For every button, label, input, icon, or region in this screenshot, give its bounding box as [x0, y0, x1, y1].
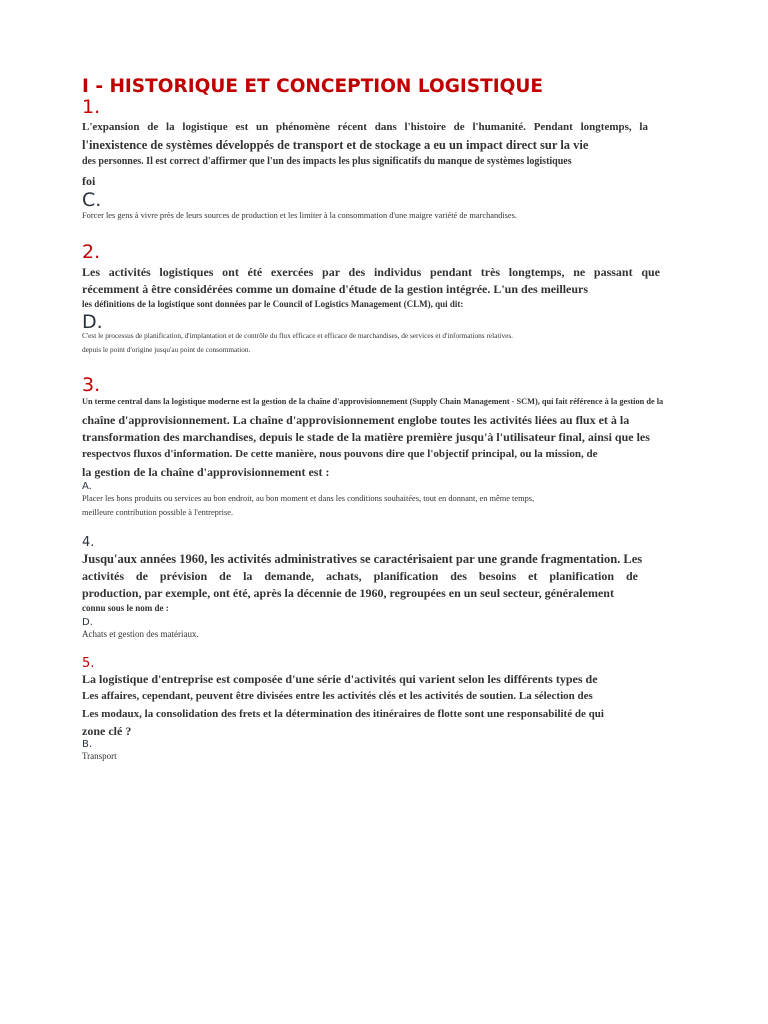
answer-letter: D.	[82, 617, 93, 628]
answer-letter: B.	[82, 739, 93, 750]
answer-text-line: Placer les bons produits ou services au bon endroit, au bon moment et dans les conditions souhaitées, tout en donnant, en même temps,	[82, 494, 535, 503]
question-number: 1.	[82, 96, 101, 118]
question-text-line: Un terme central dans la logistique moderne est la gestion de la chaîne d'approvisionnement (Supply Chain Management - SCM), qui fait référence à la gestion de la	[82, 397, 664, 406]
question-text-line: chaîne d'approvisionnement. La chaîne d'approvisionnement englobe toutes les activités liées au flux et à la	[82, 413, 630, 427]
question-1	[82, 98, 758, 223]
question-text-line: des personnes. Il est correct d'affirmer que l'un des impacts les plus significatifs du manque de systèmes logistiques	[82, 156, 572, 167]
question-text-line: Les affaires, cependant, peuvent être divisées entre les activités clés et les activités de soutien. La sélection des	[82, 690, 593, 702]
question-number: 4.	[82, 535, 95, 550]
answer-text-line: meilleure contribution possible à l'entreprise.	[82, 508, 234, 517]
question-text-line: Jusqu'aux années 1960, les activités administratives se caractérisaient par une grande fragmentation. Les	[82, 552, 643, 566]
question-text-line: zone clé ?	[82, 724, 132, 738]
answer-text-line: depuis le point d'origine jusqu'au point de consommation.	[82, 345, 251, 354]
question-text-line: transformation des marchandises, depuis le stade de la matière première jusqu'à l'utilisateur final, ainsi que les	[82, 430, 650, 444]
question-number: 5.	[82, 656, 95, 671]
question-text-line: l'inexistence de systèmes développés de transport et de stockage a eu un impact direct sur la vie	[82, 138, 589, 152]
answer-text-line: C'est le processus de planification, d'implantation et de contrôle du flux efficace et efficace de marchandises, de services et d'informations relatives.	[82, 331, 513, 340]
answer-letter: D.	[82, 311, 103, 333]
question-text-line: connu sous le nom de :	[82, 603, 169, 613]
question-text-line: la gestion de la chaîne d'approvisionnement est :	[82, 465, 330, 479]
question-text-line: récemment à être considérées comme un domaine d'étude de la gestion intégrée. L'un des meilleurs	[82, 282, 589, 296]
answer-text-line: Forcer les gens à vivre près de leurs sources de production et les limiter à la consommation d'une maigre variété de marchandises.	[82, 211, 518, 220]
answer-text-line: Transport	[82, 751, 117, 761]
question-text-line: Les modaux, la consolidation des frets et la détermination des itinéraires de flotte sont une responsabilité de qui	[82, 708, 604, 720]
question-text-line: La logistique d'entreprise est composée d'une série d'activités qui varient selon les différents types de	[82, 672, 598, 686]
question-text-line: L'expansion de la logistique est un phénomène récent dans l'histoire de l'humanité. Pendant longtemps, la	[82, 121, 648, 133]
question-text-line: les définitions de la logistique sont données par le Council of Logistics Management (CLM), qui dit:	[82, 299, 464, 309]
question-text-line: foi	[82, 174, 96, 188]
answer-letter: A.	[82, 481, 92, 492]
question-text-line: production, par exemple, ont été, après la décennie de 1960, regroupées en un seul secteur, généralement	[82, 586, 614, 600]
question-5	[82, 657, 758, 763]
question-text-line: activités de prévision de la demande, achats, planification des besoins et planification de	[82, 569, 638, 583]
question-3	[82, 376, 758, 520]
question-number: 3.	[82, 374, 101, 396]
answer-text-line: Achats et gestion des matériaux.	[82, 629, 199, 639]
question-4	[82, 536, 758, 641]
document-page	[82, 76, 758, 763]
question-text-line: Les activités logistiques ont été exercées par des individus pendant très longtemps, ne passant que	[82, 265, 660, 279]
page-title: I - HISTORIQUE ET CONCEPTION LOGISTIQUE	[82, 76, 543, 97]
answer-letter: C.	[82, 189, 102, 211]
question-number: 2.	[82, 241, 101, 263]
question-2	[82, 243, 758, 357]
question-text-line: respectvos fluxos d'information. De cette manière, nous pouvons dire que l'objectif principal, ou la mission, de	[82, 448, 598, 460]
